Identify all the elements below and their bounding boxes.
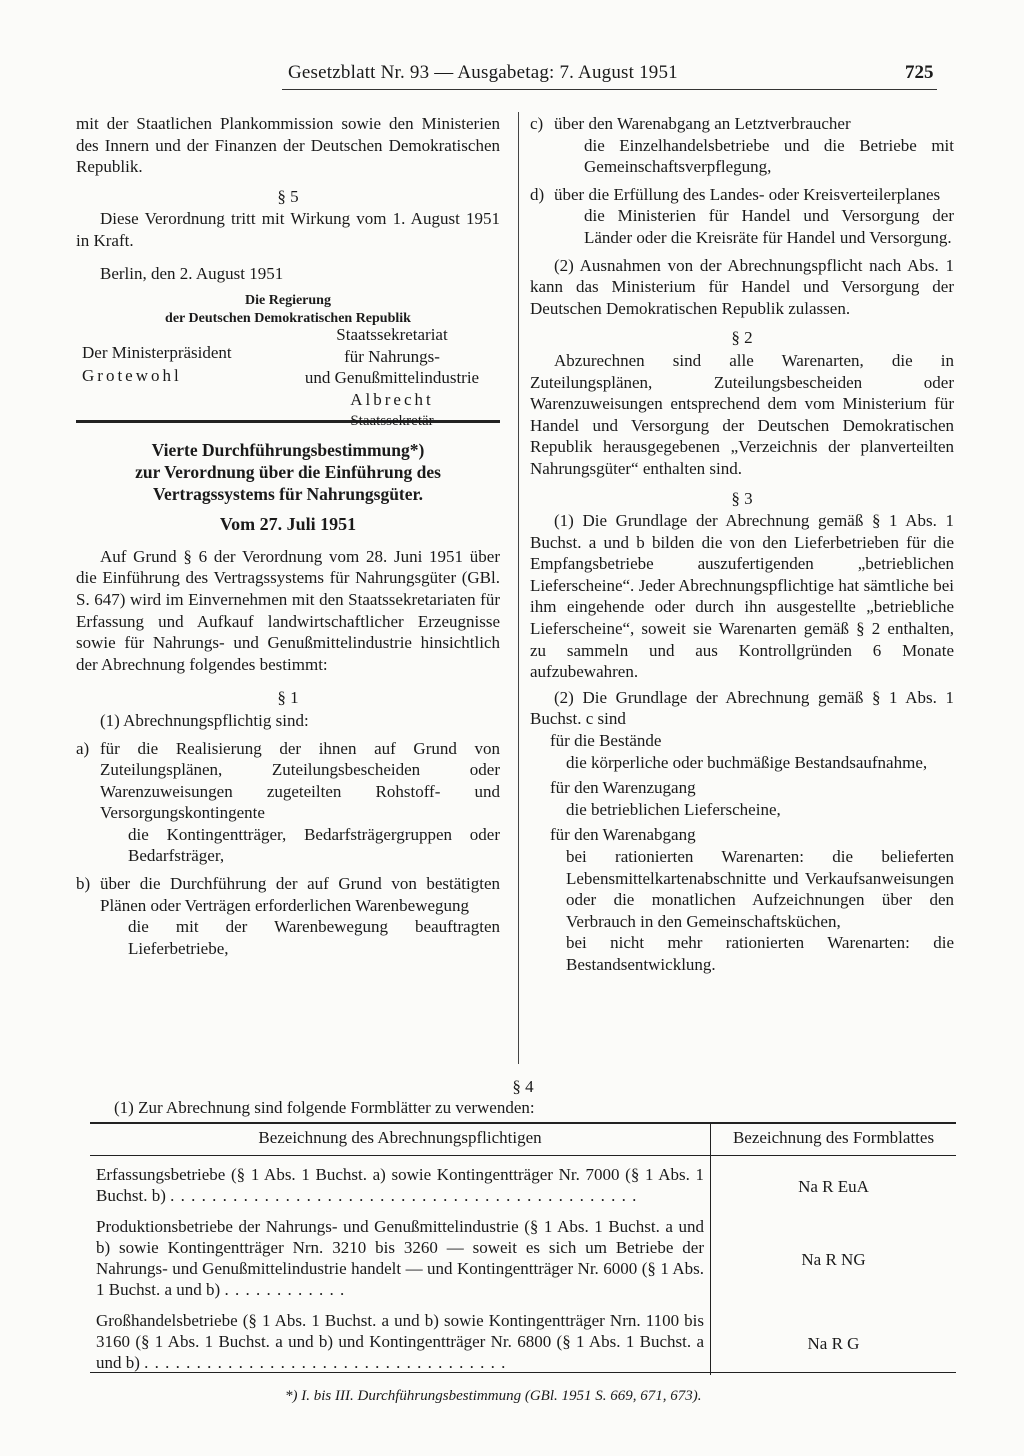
section-1-para-2: (2) Ausnahmen von der Abrechnungspflicht nach Abs. 1 kann das Ministerium für Handel und Versorgung der Deutschen Demokratischen Republik zulassen.	[530, 255, 954, 318]
heading-line2: zur Verordnung über die Einführung des	[135, 462, 441, 483]
zugang-label: für den Warenzugang	[550, 778, 696, 798]
zugang-text: die betrieblichen Lieferscheine,	[566, 799, 781, 819]
list-sub-d: die Ministerien für Handel und Versorgung der Länder oder die Kreisräte für Handel und Versorgung.	[584, 206, 954, 247]
section-1-para-1: (1) Abrechnungspflichtig sind:	[100, 710, 309, 730]
column-divider	[518, 112, 519, 1064]
prime-minister-signature	[82, 342, 262, 386]
section-4-intro: (1) Zur Abrechnung sind folgende Formblätter zu verwenden:	[114, 1098, 535, 1117]
continued-paragraph: mit der Staatlichen Plankommission sowie den Ministerien des Innern und der Finanzen der Deutschen Demokratischen Republik.	[76, 114, 500, 177]
state-secretariat-line2: für Nahrungs-	[344, 346, 440, 366]
table-bottom-rule	[90, 1372, 956, 1373]
table-cell-obligor: Großhandelsbetriebe (§ 1 Abs. 1 Buchst. a und b) sowie Kontingentträger Nrn. 1100 bis 3160 (§ 1 Abs. 1 Buchst. a und b) und Kontingentträger Nr. 6800 (§ 1 Abs. 1 Buchst. a und b) . . . . . . . . . . . . . . . . . . . . . . . . . . . . . . . . . . .	[90, 1302, 711, 1375]
list-label-b: b)	[76, 874, 91, 894]
left-column	[76, 113, 500, 959]
section-2-text: Abzurechnen sind alle Warenarten, die in Zuteilungsplänen, Zuteilungsbescheiden oder Warenzuweisungen entsprechend dem vom Ministerium für Handel und Versorgung der Deutschen Demokratischen Republik herausgegebenen „Verzeichnis der planverteilten Nahrungsgüter“ enthalten sind.	[530, 350, 954, 478]
heading-line3: Vertragssystems für Nahrungsgüter.	[152, 484, 424, 505]
table-cell-form: Na R G	[807, 1333, 860, 1353]
page-header	[0, 56, 1024, 86]
date-heading: Vom 27. Juli 1951	[219, 514, 357, 535]
footnote: *) I. bis III. Durchführungsbestimmung (GBl. 1951 S. 669, 671, 673).	[285, 1388, 702, 1404]
bestaende-label: für die Bestände	[550, 731, 662, 751]
prime-minister-title: Der Ministerpräsident	[82, 343, 232, 363]
right-column	[530, 113, 954, 976]
table-cell-obligor: Produktionsbetriebe der Nahrungs- und Genußmittelindustrie (§ 1 Abs. 1 Buchst. a und b) sowie Kontingentträger Nrn. 3210 bis 3260 — soweit es sich um Betriebe der Nahrungs- und Genußmittelindustrie handelt — und Kontingentträger Nr. 6000 (§ 1 Abs. 1 Buchst. a und b) . . . . . . . . . . . .	[90, 1208, 711, 1302]
list-item-b	[76, 873, 500, 916]
table-header-form: Bezeichnung des Formblattes	[711, 1123, 957, 1156]
government-title-line1: Die Regierung	[245, 293, 331, 309]
table-header-row	[90, 1123, 956, 1156]
section-5-text: Diese Verordnung tritt mit Wirkung vom 1. August 1951 in Kraft.	[76, 209, 500, 250]
table-row	[90, 1208, 956, 1302]
signature-block	[76, 286, 500, 429]
section-3-label: § 3	[731, 488, 753, 508]
list-text-b: über die Durchführung der auf Grund von bestätigten Plänen oder Verträgen erforderlichen Warenbewegung	[100, 874, 500, 915]
list-label-a: a)	[76, 738, 90, 758]
table-row	[90, 1156, 956, 1209]
intro-paragraph: Auf Grund § 6 der Verordnung vom 28. Juni 1951 über die Einführung des Vertragssystems für Nahrungsgüter (GBl. S. 647) wird im Einvernehmen mit den Staatssekretariaten für Erfassung und Aufkauf landwirtschaftlicher Erzeugnisse sowie für Nahrungs- und Genußmittelindustrie hinsichtlich der Abrechnung folgendes bestimmt:	[76, 546, 500, 674]
running-title: Gesetzblatt Nr. 93 — Ausgabetag: 7. August 1951	[288, 62, 678, 83]
section-5-label: § 5	[277, 186, 299, 206]
table-cell-obligor: Erfassungsbetriebe (§ 1 Abs. 1 Buchst. a) sowie Kontingentträger Nr. 7000 (§ 1 Abs. 1 Buchst. b) . . . . . . . . . . . . . . . . . . . . . . . . . . . . . . . . . . . . . . . . . . . . .	[90, 1156, 711, 1209]
list-label-c: c)	[530, 114, 544, 133]
list-label-d: d)	[530, 184, 545, 204]
bestaende-text: die körperliche oder buchmäßige Bestandsaufnahme,	[566, 752, 928, 772]
list-text-c: über den Warenabgang an Letztverbraucher	[554, 114, 851, 133]
section-1-label: § 1	[277, 688, 299, 708]
forms-table	[90, 1122, 956, 1375]
section-4-label: § 4	[512, 1077, 534, 1096]
heading-line1: Vierte Durchführungsbestimmung*)	[151, 440, 425, 461]
government-title-line2: der Deutschen Demokratischen Republik	[165, 311, 411, 327]
list-sub-a: die Kontingentträger, Bedarfsträgergruppen oder Bedarfsträger,	[128, 824, 500, 866]
state-secretary-signature	[282, 324, 502, 432]
state-secretariat-line1: Staatssekretariat	[336, 325, 448, 345]
abgang-label: für den Warenabgang	[550, 825, 696, 845]
section-4	[90, 1076, 956, 1118]
list-text-a: für die Realisierung der ihnen auf Grund von Zuteilungsplänen, Zuteilungsbescheiden oder Warenzuweisungen zugeteilten Rohstoff- und Versorgungskontingente	[100, 738, 500, 823]
list-item-d	[530, 184, 954, 206]
state-secretariat-line3: und Genußmittelindustrie	[304, 368, 480, 388]
header-rule	[282, 89, 937, 90]
abgang-text-unrationed: bei nicht mehr rationierten Warenarten: die Bestandsentwicklung.	[566, 933, 954, 974]
section-3-para-1: (1) Die Grundlage der Abrechnung gemäß § 1 Abs. 1 Buchst. a und b bilden die von den Lieferbetrieben für die Empfangsbetriebe auszufertigenden „betrieblichen Lieferscheine“. Jeder Abrechnungspflichtige hat sämtliche bei ihm eingehende oder durch ihn ausgestellte „betriebliche Lieferscheine“, soweit sie Warenarten gemäß § 2 enthalten, zu sammeln und aus Kontrollgründen 6 Monate aufzubewahren.	[530, 511, 954, 682]
list-text-d: über die Erfüllung des Landes- oder Kreisverteilerplanes	[554, 184, 941, 204]
state-secretary-name: Albrecht	[350, 389, 434, 409]
prime-minister-name: Grotewohl	[82, 365, 182, 385]
place-date: Berlin, den 2. August 1951	[100, 263, 284, 283]
table-cell-form: Na R EuA	[798, 1177, 869, 1196]
list-sub-b: die mit der Warenbewegung beauftragten Lieferbetriebe,	[128, 917, 500, 958]
abgang-text-rationed: bei rationierten Warenarten: die belieferten Lebensmittelkartenabschnitte und Verkaufsanweisungen oder die monatlichen Aufzeichnungen über den Verbrauch in den Gemeinschaftsküchen,	[566, 847, 954, 931]
table-header-obligor: Bezeichnung des Abrechnungspflichtigen	[90, 1123, 711, 1156]
list-sub-c: die Einzelhandelsbetriebe und die Betriebe mit Gemeinschaftsverpflegung,	[584, 135, 954, 177]
state-secretary-title: Staatssekretär	[350, 412, 434, 429]
section-2-label: § 2	[731, 328, 753, 348]
list-item-a	[76, 738, 500, 824]
table-row	[90, 1302, 956, 1375]
section-3-para-2: (2) Die Grundlage der Abrechnung gemäß § 1 Abs. 1 Buchst. c sind	[530, 687, 954, 729]
list-item-c	[530, 113, 954, 135]
table-cell-form: Na R NG	[801, 1250, 866, 1269]
page-number: 725	[905, 62, 934, 83]
